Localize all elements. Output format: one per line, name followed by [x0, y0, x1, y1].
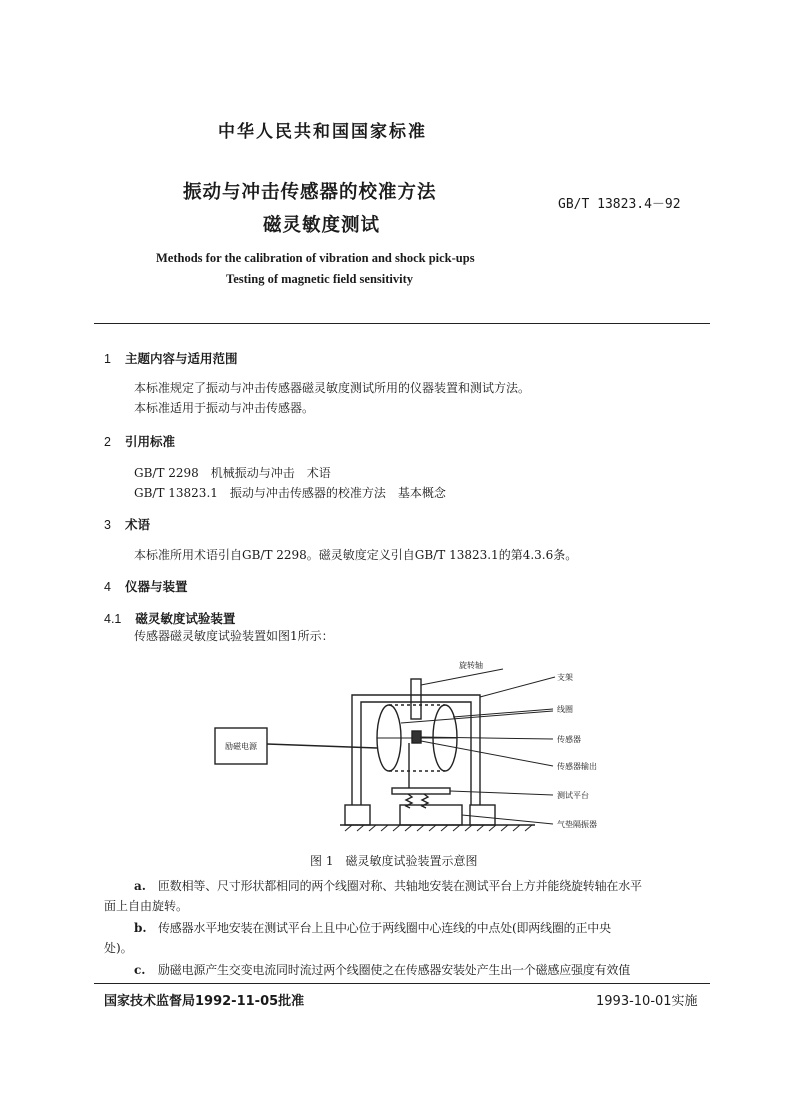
- document-title-line1: 振动与冲击传感器的校准方法: [183, 182, 437, 203]
- national-standard-heading: 中华人民共和国国家标准: [218, 122, 427, 142]
- section-1-heading: [104, 349, 237, 367]
- test-platform: [392, 788, 450, 794]
- label-excitation-power: 励磁电源: [225, 742, 257, 751]
- item-a-line1: 匝数相等、尺寸形状都相同的两个线圈对称、共轴地安装在测试平台上方并能绕旋转轴在水平: [158, 879, 642, 893]
- spring-right: [422, 794, 428, 808]
- label-air-isolator: 气垫隔振器: [557, 820, 597, 829]
- document-title-line2: 磁灵敏度测试: [263, 215, 381, 236]
- label-sensor-output: 传感器输出: [557, 762, 597, 771]
- section-3-heading: [104, 515, 150, 533]
- figure-caption: 图 1 磁灵敏度试验装置示意图: [310, 854, 478, 868]
- section-4-1-heading: [104, 609, 235, 627]
- item-a-label: a.: [134, 879, 146, 893]
- english-title-line1: Methods for the calibration of vibration and shock pick-ups: [156, 251, 475, 265]
- base-block-right: [470, 805, 495, 825]
- paragraph-line: 本标准规定了振动与冲击传感器磁灵敏度测试所用的仪器装置和测试方法。: [134, 381, 531, 395]
- rotation-shaft: [411, 679, 421, 719]
- section-4-heading: [104, 577, 187, 595]
- label-bracket: 支架: [557, 673, 573, 682]
- implementation-date: 1993-10-01实施: [596, 994, 698, 1009]
- base-block-left: [345, 805, 370, 825]
- label-rotation-shaft: 旋转轴: [459, 661, 483, 670]
- paragraph-line: 本标准所用术语引自GB/T 2298。磁灵敏度定义引自GB/T 13823.1的第4.3.6条。: [134, 548, 578, 562]
- spring-left: [406, 794, 412, 808]
- approval-note: 国家技术监督局1992-11-05批准: [104, 994, 305, 1009]
- section-title: 磁灵敏度试验装置: [135, 611, 236, 626]
- reference-line: GB/T 13823.1 振动与冲击传感器的校准方法 基本概念: [134, 486, 446, 500]
- section-title: 术语: [124, 517, 150, 532]
- sensor: [412, 731, 421, 743]
- figure-intro: 传感器磁灵敏度试验装置如图1所示：: [134, 629, 334, 643]
- item-c-label: c.: [134, 963, 146, 977]
- header-divider: [94, 323, 710, 324]
- english-title-line2: Testing of magnetic field sensitivity: [226, 272, 414, 286]
- section-2-heading: [104, 432, 175, 450]
- figure-1-diagram: [195, 655, 635, 835]
- item-b-line2: 处)。: [104, 941, 133, 955]
- section-title: 仪器与装置: [124, 579, 188, 594]
- label-test-platform: 测试平台: [557, 791, 589, 800]
- ground-hatching: [345, 825, 532, 831]
- item-a-line2: 面上自由旋转。: [104, 899, 189, 913]
- item-b-label: b.: [134, 921, 147, 935]
- label-sensor: 传感器: [557, 735, 581, 744]
- footer-divider: [94, 983, 710, 984]
- reference-line: GB/T 2298 机械振动与冲击 术语: [134, 466, 331, 480]
- section-title: 主题内容与适用范围: [124, 351, 238, 366]
- section-title: 引用标准: [124, 434, 175, 449]
- section-number: 4: [104, 580, 111, 594]
- section-number: 2: [104, 435, 111, 449]
- item-b-line1: 传感器水平地安装在测试平台上且中心位于两线圈中心连线的中点处(即两线圈的正中央: [158, 921, 611, 935]
- item-c-line1: 励磁电源产生交变电流同时流过两个线圈使之在传感器安装处产生出一个磁感应强度有效值: [158, 963, 631, 977]
- section-number: 4.1: [104, 612, 122, 626]
- standard-code: GB/T 13823.4－92: [558, 197, 681, 212]
- section-number: 1: [104, 352, 111, 366]
- paragraph-line: 本标准适用于振动与冲击传感器。: [134, 401, 315, 415]
- label-coil: 线圈: [557, 705, 573, 714]
- section-number: 3: [104, 518, 111, 532]
